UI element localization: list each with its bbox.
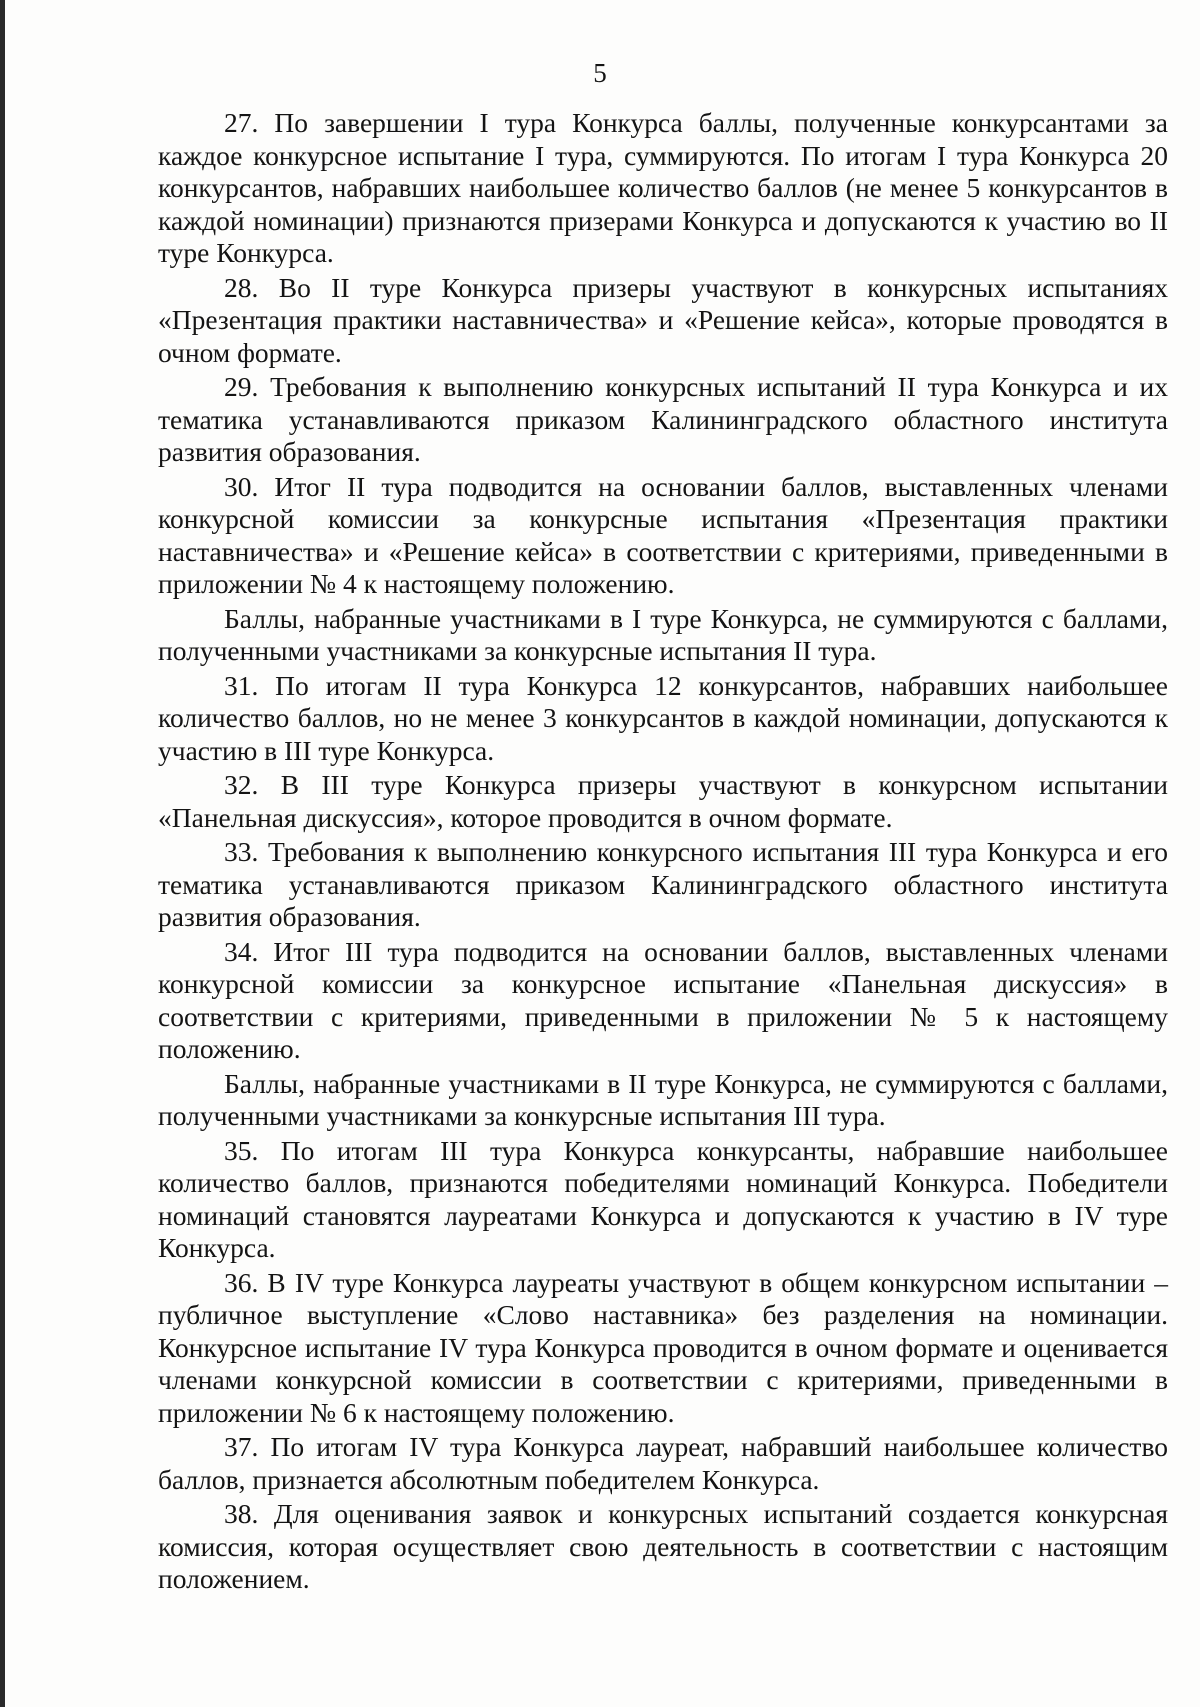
paragraph-35: 35. По итогам III тура Конкурса конкурсанты, набравшие наибольшее количество баллов, признаются победителями номинаций Конкурса. Победители номинаций становятся лауреатами Конкурса и допускаются к участию в IV туре Конкурса. — [158, 1134, 1168, 1263]
paragraph-37: 37. По итогам IV тура Конкурса лауреат, набравший наибольшее количество баллов, признается абсолютным победителем Конкурса. — [158, 1431, 1168, 1495]
paragraph-28: 28. Во II туре Конкурса призеры участвуют в конкурсных испытаниях «Презентация практики наставничества» и «Решение кейса», которые проводятся в очном формате. — [158, 271, 1168, 368]
paragraph-32: 32. В III туре Конкурса призеры участвуют в конкурсном испытании «Панельная дискуссия», которое проводится в очном формате. — [158, 769, 1168, 833]
paragraph-38: 38. Для оценивания заявок и конкурсных испытаний создается конкурсная комиссия, которая осуществляет свою деятельность в соответствии с настоящим положением. — [158, 1498, 1168, 1594]
paragraph-34: 34. Итог III тура подводится на основании баллов, выставленных членами конкурсной комиссии за конкурсное испытание «Панельная дискуссия» в соответствии с критериями, приведенными в приложении № 5 к настоящему положению. — [158, 935, 1168, 1064]
paragraph-36: 36. В IV туре Конкурса лауреаты участвуют в общем конкурсном испытании – публичное выступление «Слово наставника» без разделения на номинации. Конкурсное испытание IV тура Конкурса проводится в очном формате и оценивается членами конкурсной комиссии в соответствии с критериями, приведенными в приложении № 6 к настоящему положению. — [158, 1266, 1168, 1428]
paragraph-33: 33. Требования к выполнению конкурсного испытания III тура Конкурса и его тематика устанавливаются приказом Калининградского областного института развития образования. — [158, 836, 1168, 932]
paragraph-34-note: Баллы, набранные участниками в II туре Конкурса, не суммируются с баллами, полученными участниками за конкурсные испытания III тура. — [158, 1067, 1168, 1131]
paragraph-29: 29. Требования к выполнению конкурсных испытаний II тура Конкурса и их тематика устанавливаются приказом Калининградского областного института развития образования. — [158, 371, 1168, 467]
scan-edge — [0, 0, 5, 1707]
paragraph-30-note: Баллы, набранные участниками в I туре Конкурса, не суммируются с баллами, полученными участниками за конкурсные испытания II тура. — [158, 602, 1168, 666]
paragraph-30: 30. Итог II тура подводится на основании баллов, выставленных членами конкурсной комиссии за конкурсные испытания «Презентация практики наставничества» и «Решение кейса» в соответствии с критериями, приведенными в приложении № 4 к настоящему положению. — [158, 470, 1168, 599]
document-body — [158, 107, 1168, 1598]
paragraph-27: 27. По завершении I тура Конкурса баллы, полученные конкурсантами за каждое конкурсное испытание I тура, суммируются. По итогам I тура Конкурса 20 конкурсантов, набравших наибольшее количество баллов (не менее 5 конкурсантов в каждой номинации) признаются призерами Конкурса и допускаются к участию во II туре Конкурса. — [158, 107, 1168, 268]
page-number: 5 — [593, 58, 607, 88]
paragraph-31: 31. По итогам II тура Конкурса 12 конкурсантов, набравших наибольшее количество баллов, но не менее 3 конкурсантов в каждой номинации, допускаются к участию в III туре Конкурса. — [158, 669, 1168, 766]
